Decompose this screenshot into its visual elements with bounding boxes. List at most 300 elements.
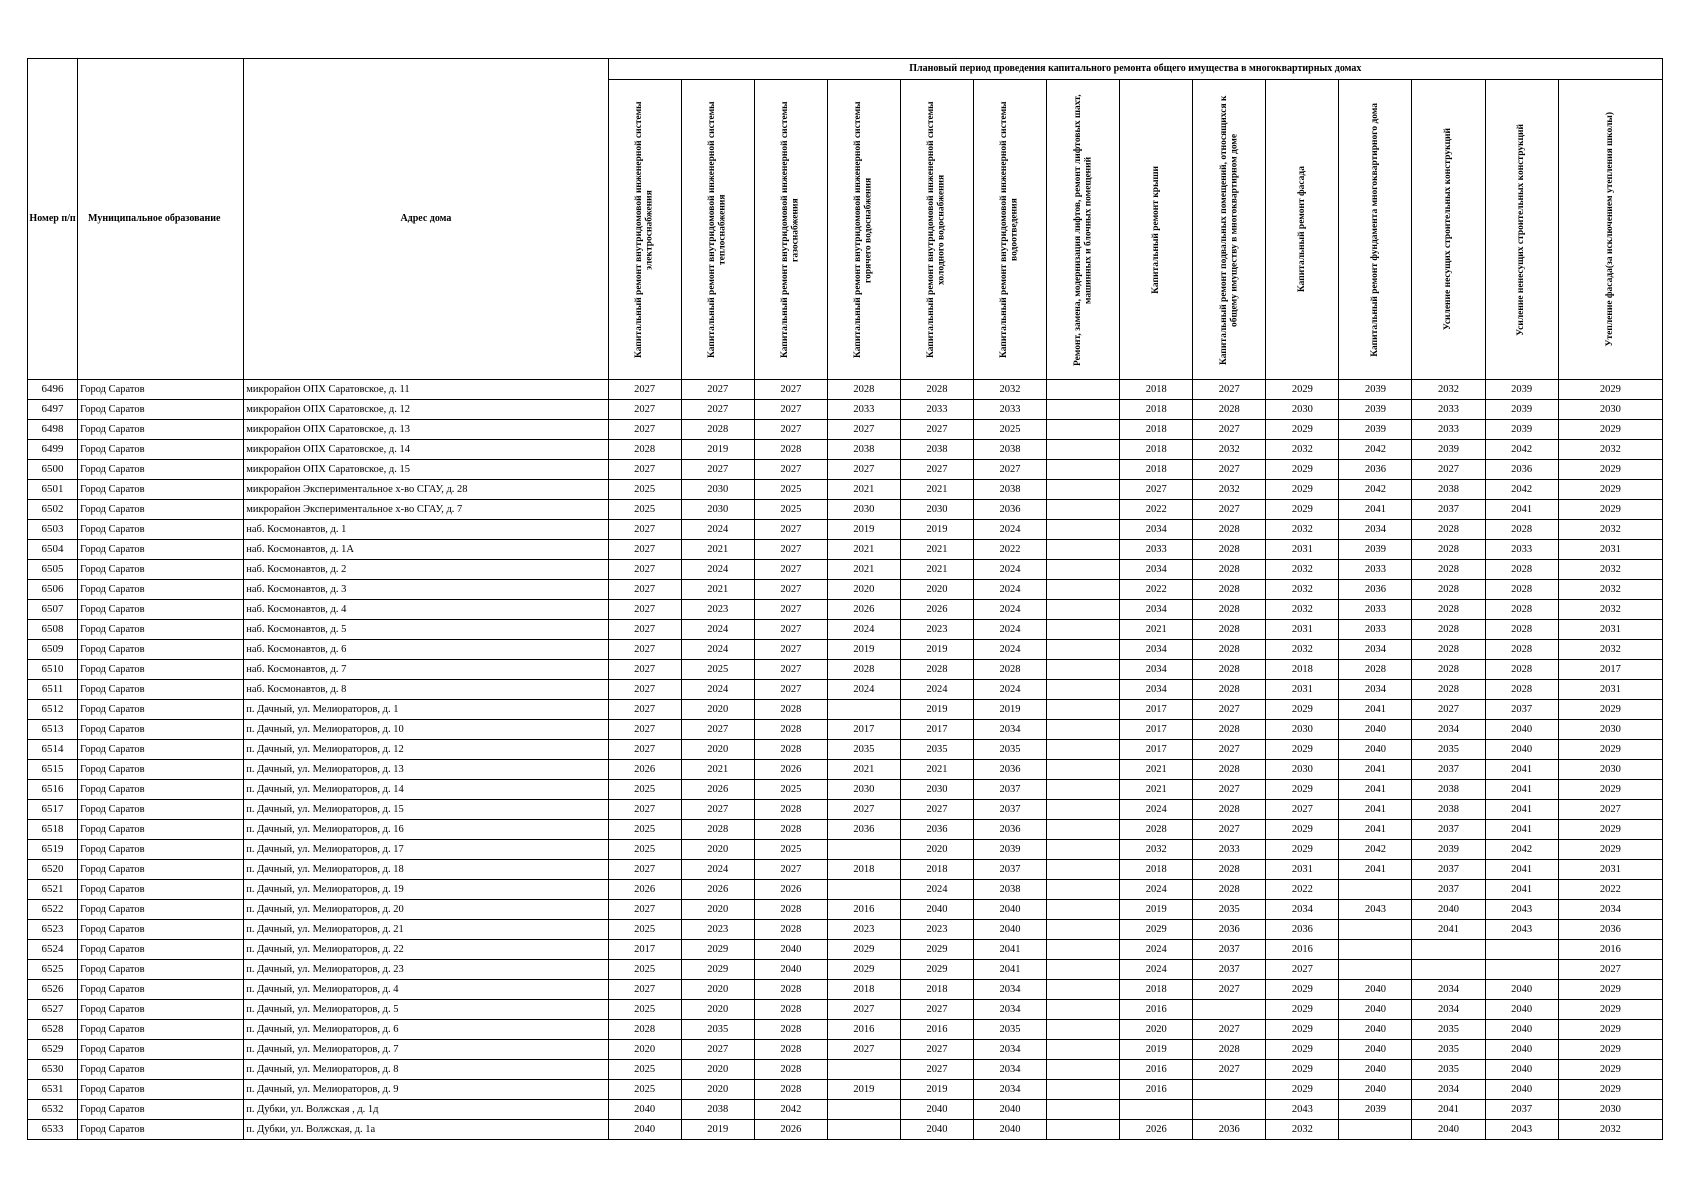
repair-schedule-table: [27, 58, 1663, 1140]
repair-year-cell: 2029: [1266, 820, 1339, 840]
repair-year-cell: 2036: [1193, 920, 1266, 940]
repair-year-cell: [1485, 960, 1558, 980]
repair-year-cell: 2019: [900, 700, 973, 720]
address-cell: наб. Космонавтов, д. 5: [244, 620, 608, 640]
repair-year-cell: [1047, 480, 1120, 500]
repair-year-cell: 2027: [754, 640, 827, 660]
repair-year-cell: 2021: [681, 540, 754, 560]
repair-year-cell: 2028: [1193, 640, 1266, 660]
repair-year-cell: 2034: [1412, 1000, 1485, 1020]
repair-year-cell: 2024: [827, 680, 900, 700]
repair-year-cell: [1047, 820, 1120, 840]
municipality-cell: Город Саратов: [78, 740, 244, 760]
repair-year-cell: 2026: [1120, 1120, 1193, 1140]
address-cell: микрорайон Экспериментальное х-во СГАУ, д. 7: [244, 500, 608, 520]
repair-year-cell: [1047, 1060, 1120, 1080]
repair-year-cell: 2025: [608, 1060, 681, 1080]
repair-year-cell: 2024: [900, 680, 973, 700]
repair-year-cell: 2031: [1266, 620, 1339, 640]
repair-year-cell: [1047, 960, 1120, 980]
repair-year-cell: 2022: [1120, 580, 1193, 600]
row-number-cell: 6501: [28, 480, 78, 500]
repair-year-cell: 2029: [1266, 980, 1339, 1000]
row-number-cell: 6526: [28, 980, 78, 1000]
repair-year-cell: [1047, 1080, 1120, 1100]
repair-year-cell: 2037: [1193, 960, 1266, 980]
repair-year-cell: 2027: [681, 460, 754, 480]
municipality-cell: Город Саратов: [78, 420, 244, 440]
repair-year-cell: 2019: [1120, 1040, 1193, 1060]
repair-year-cell: 2034: [1412, 720, 1485, 740]
repair-year-cell: 2028: [1193, 860, 1266, 880]
repair-year-cell: 2043: [1485, 900, 1558, 920]
repair-year-cell: 2027: [900, 800, 973, 820]
repair-year-cell: 2039: [1339, 540, 1412, 560]
header-work-gas: Капитальный ремонт внутридомовой инженерной системы газоснабжения: [754, 80, 827, 380]
municipality-cell: Город Саратов: [78, 480, 244, 500]
repair-year-cell: 2038: [974, 440, 1047, 460]
repair-year-cell: 2027: [754, 580, 827, 600]
repair-year-cell: 2028: [1193, 520, 1266, 540]
repair-year-cell: [1047, 680, 1120, 700]
repair-year-cell: 2031: [1558, 620, 1662, 640]
row-number-cell: 6497: [28, 400, 78, 420]
repair-year-cell: [827, 1060, 900, 1080]
repair-year-cell: 2026: [608, 880, 681, 900]
repair-year-cell: [1339, 940, 1412, 960]
table-row: [28, 740, 1663, 760]
repair-year-cell: 2019: [900, 640, 973, 660]
repair-year-cell: 2017: [608, 940, 681, 960]
repair-year-cell: 2043: [1339, 900, 1412, 920]
repair-year-cell: 2020: [681, 740, 754, 760]
repair-year-cell: 2027: [827, 420, 900, 440]
repair-year-cell: 2040: [900, 900, 973, 920]
repair-year-cell: 2041: [1339, 860, 1412, 880]
repair-year-cell: 2043: [1485, 1120, 1558, 1140]
repair-year-cell: 2027: [608, 380, 681, 400]
repair-year-cell: 2027: [681, 380, 754, 400]
repair-year-cell: 2029: [1266, 1060, 1339, 1080]
repair-year-cell: 2040: [1339, 1040, 1412, 1060]
table-row: [28, 760, 1663, 780]
municipality-cell: Город Саратов: [78, 840, 244, 860]
repair-year-cell: 2021: [900, 560, 973, 580]
repair-year-cell: 2034: [1120, 660, 1193, 680]
municipality-cell: Город Саратов: [78, 500, 244, 520]
municipality-cell: Город Саратов: [78, 780, 244, 800]
row-number-cell: 6513: [28, 720, 78, 740]
repair-year-cell: 2029: [1266, 740, 1339, 760]
repair-year-cell: 2028: [681, 420, 754, 440]
repair-year-cell: 2020: [681, 700, 754, 720]
repair-year-cell: 2016: [1558, 940, 1662, 960]
repair-year-cell: 2029: [827, 960, 900, 980]
repair-year-cell: 2024: [1120, 880, 1193, 900]
repair-year-cell: [1047, 720, 1120, 740]
table-row: [28, 560, 1663, 580]
repair-year-cell: 2029: [1558, 840, 1662, 860]
repair-year-cell: 2028: [1193, 1040, 1266, 1060]
repair-year-cell: [1047, 660, 1120, 680]
repair-year-cell: [1339, 920, 1412, 940]
repair-year-cell: 2026: [681, 880, 754, 900]
repair-year-cell: 2039: [1412, 440, 1485, 460]
repair-year-cell: 2027: [1558, 800, 1662, 820]
repair-year-cell: 2028: [1412, 640, 1485, 660]
row-number-cell: 6527: [28, 1000, 78, 1020]
repair-year-cell: 2036: [900, 820, 973, 840]
repair-year-cell: 2028: [754, 440, 827, 460]
municipality-cell: Город Саратов: [78, 580, 244, 600]
repair-year-cell: 2018: [1120, 400, 1193, 420]
address-cell: п. Дачный, ул. Мелиораторов, д. 1: [244, 700, 608, 720]
repair-year-cell: [1047, 1040, 1120, 1060]
repair-year-cell: 2027: [1193, 700, 1266, 720]
repair-year-cell: 2019: [900, 520, 973, 540]
repair-year-cell: 2027: [681, 720, 754, 740]
repair-year-cell: 2029: [1558, 1080, 1662, 1100]
repair-year-cell: 2027: [681, 1040, 754, 1060]
repair-year-cell: 2038: [1412, 480, 1485, 500]
repair-year-cell: 2024: [827, 620, 900, 640]
repair-year-cell: 2034: [1412, 1080, 1485, 1100]
repair-year-cell: 2029: [1558, 1060, 1662, 1080]
repair-year-cell: 2026: [754, 880, 827, 900]
municipality-cell: Город Саратов: [78, 680, 244, 700]
repair-year-cell: 2020: [681, 840, 754, 860]
repair-year-cell: 2034: [1558, 900, 1662, 920]
repair-year-cell: 2029: [1266, 480, 1339, 500]
repair-year-cell: 2035: [1412, 740, 1485, 760]
table-row: [28, 1060, 1663, 1080]
repair-year-cell: 2035: [827, 740, 900, 760]
table-row: [28, 980, 1663, 1000]
repair-year-cell: 2024: [974, 680, 1047, 700]
address-cell: п. Дачный, ул. Мелиораторов, д. 8: [244, 1060, 608, 1080]
repair-year-cell: 2029: [1558, 500, 1662, 520]
repair-year-cell: 2023: [681, 920, 754, 940]
repair-year-cell: 2028: [754, 740, 827, 760]
repair-year-cell: 2028: [1339, 660, 1412, 680]
repair-year-cell: 2041: [1485, 800, 1558, 820]
repair-year-cell: 2034: [1120, 520, 1193, 540]
repair-year-cell: [1047, 920, 1120, 940]
repair-year-cell: 2028: [1193, 540, 1266, 560]
repair-year-cell: 2039: [1339, 1100, 1412, 1120]
municipality-cell: Город Саратов: [78, 440, 244, 460]
address-cell: п. Дачный, ул. Мелиораторов, д. 9: [244, 1080, 608, 1100]
repair-year-cell: 2028: [1412, 540, 1485, 560]
repair-year-cell: 2024: [681, 620, 754, 640]
repair-year-cell: 2022: [1266, 880, 1339, 900]
row-number-cell: 6532: [28, 1100, 78, 1120]
table-header: [28, 59, 1663, 380]
municipality-cell: Город Саратов: [78, 640, 244, 660]
repair-year-cell: 2024: [974, 600, 1047, 620]
repair-year-cell: 2036: [974, 760, 1047, 780]
repair-year-cell: 2028: [1193, 620, 1266, 640]
repair-year-cell: 2027: [754, 420, 827, 440]
repair-year-cell: [1047, 840, 1120, 860]
municipality-cell: Город Саратов: [78, 1000, 244, 1020]
repair-year-cell: 2034: [1120, 600, 1193, 620]
repair-year-cell: 2028: [754, 1040, 827, 1060]
header-work-roof: Капитальный ремонт крыши: [1120, 80, 1193, 380]
table-row: [28, 780, 1663, 800]
repair-year-cell: 2019: [1120, 900, 1193, 920]
repair-year-cell: 2029: [681, 940, 754, 960]
row-number-cell: 6517: [28, 800, 78, 820]
repair-year-cell: 2029: [1558, 420, 1662, 440]
municipality-cell: Город Саратов: [78, 620, 244, 640]
repair-year-cell: 2021: [900, 540, 973, 560]
municipality-cell: Город Саратов: [78, 940, 244, 960]
repair-year-cell: 2028: [1193, 600, 1266, 620]
repair-year-cell: 2033: [1339, 560, 1412, 580]
address-cell: микрорайон ОПХ Саратовское, д. 13: [244, 420, 608, 440]
table-row: [28, 820, 1663, 840]
repair-year-cell: 2028: [1193, 800, 1266, 820]
repair-year-cell: [1047, 760, 1120, 780]
address-cell: наб. Космонавтов, д. 7: [244, 660, 608, 680]
header-work-bearing-structures: Усиление несущих строительных конструкций: [1412, 80, 1485, 380]
repair-year-cell: 2017: [1558, 660, 1662, 680]
repair-year-cell: 2027: [974, 460, 1047, 480]
repair-year-cell: 2028: [1412, 520, 1485, 540]
repair-year-cell: 2040: [900, 1100, 973, 1120]
repair-year-cell: 2039: [1485, 420, 1558, 440]
municipality-cell: Город Саратов: [78, 800, 244, 820]
repair-year-cell: 2040: [974, 1100, 1047, 1120]
repair-year-cell: 2028: [1412, 660, 1485, 680]
row-number-cell: 6500: [28, 460, 78, 480]
address-cell: п. Дачный, ул. Мелиораторов, д. 5: [244, 1000, 608, 1020]
municipality-cell: Город Саратов: [78, 520, 244, 540]
repair-year-cell: 2042: [1485, 480, 1558, 500]
repair-year-cell: 2038: [681, 1100, 754, 1120]
repair-year-cell: 2034: [1339, 680, 1412, 700]
repair-year-cell: 2028: [827, 660, 900, 680]
repair-year-cell: 2021: [900, 480, 973, 500]
address-cell: п. Дачный, ул. Мелиораторов, д. 16: [244, 820, 608, 840]
repair-year-cell: 2027: [608, 980, 681, 1000]
repair-year-cell: [1047, 860, 1120, 880]
repair-year-cell: 2032: [1266, 520, 1339, 540]
repair-year-cell: 2027: [608, 580, 681, 600]
table-row: [28, 720, 1663, 740]
repair-year-cell: 2032: [1266, 1120, 1339, 1140]
repair-year-cell: 2034: [974, 1060, 1047, 1080]
row-number-cell: 6516: [28, 780, 78, 800]
repair-year-cell: 2027: [754, 560, 827, 580]
repair-year-cell: 2032: [1558, 1120, 1662, 1140]
repair-year-cell: 2033: [827, 400, 900, 420]
repair-year-cell: 2023: [681, 600, 754, 620]
repair-year-cell: 2033: [1120, 540, 1193, 560]
repair-year-cell: [1047, 780, 1120, 800]
repair-year-cell: 2021: [827, 540, 900, 560]
repair-year-cell: 2016: [827, 1020, 900, 1040]
repair-year-cell: 2017: [827, 720, 900, 740]
repair-year-cell: 2033: [900, 400, 973, 420]
row-number-cell: 6496: [28, 380, 78, 400]
table-row: [28, 1020, 1663, 1040]
address-cell: п. Дачный, ул. Мелиораторов, д. 15: [244, 800, 608, 820]
repair-year-cell: 2027: [608, 640, 681, 660]
repair-year-cell: 2027: [1193, 1060, 1266, 1080]
table-row: [28, 660, 1663, 680]
table-row: [28, 480, 1663, 500]
repair-year-cell: 2039: [1412, 840, 1485, 860]
repair-year-cell: 2036: [1558, 920, 1662, 940]
repair-year-cell: 2031: [1558, 860, 1662, 880]
repair-year-cell: 2028: [754, 800, 827, 820]
repair-year-cell: 2036: [974, 500, 1047, 520]
repair-year-cell: 2028: [754, 1000, 827, 1020]
repair-year-cell: 2029: [1266, 1040, 1339, 1060]
repair-year-cell: 2025: [608, 840, 681, 860]
repair-year-cell: 2041: [1339, 500, 1412, 520]
repair-year-cell: 2023: [827, 920, 900, 940]
repair-year-cell: 2021: [900, 760, 973, 780]
repair-year-cell: 2025: [754, 500, 827, 520]
repair-year-cell: 2018: [827, 980, 900, 1000]
repair-year-cell: 2027: [608, 700, 681, 720]
repair-year-cell: 2040: [974, 1120, 1047, 1140]
row-number-cell: 6503: [28, 520, 78, 540]
municipality-cell: Город Саратов: [78, 1020, 244, 1040]
municipality-cell: Город Саратов: [78, 1040, 244, 1060]
repair-year-cell: [1047, 900, 1120, 920]
repair-year-cell: 2041: [1412, 920, 1485, 940]
table-body: [28, 380, 1663, 1140]
repair-year-cell: 2027: [1193, 740, 1266, 760]
repair-year-cell: [1047, 560, 1120, 580]
repair-year-cell: 2027: [608, 720, 681, 740]
repair-year-cell: 2024: [974, 520, 1047, 540]
repair-year-cell: 2026: [827, 600, 900, 620]
header-work-facade: Капитальный ремонт фасада: [1266, 80, 1339, 380]
repair-year-cell: 2033: [1339, 620, 1412, 640]
row-number-cell: 6502: [28, 500, 78, 520]
repair-year-cell: 2027: [608, 560, 681, 580]
address-cell: п. Дачный, ул. Мелиораторов, д. 12: [244, 740, 608, 760]
repair-year-cell: 2028: [754, 820, 827, 840]
row-number-cell: 6515: [28, 760, 78, 780]
repair-year-cell: 2019: [900, 1080, 973, 1100]
repair-year-cell: 2028: [754, 1060, 827, 1080]
repair-year-cell: 2037: [974, 800, 1047, 820]
repair-year-cell: 2028: [1193, 580, 1266, 600]
repair-year-cell: 2020: [681, 1080, 754, 1100]
repair-year-cell: 2040: [1485, 740, 1558, 760]
municipality-cell: Город Саратов: [78, 1060, 244, 1080]
repair-year-cell: 2027: [1266, 960, 1339, 980]
table-row: [28, 380, 1663, 400]
repair-year-cell: 2037: [1485, 700, 1558, 720]
repair-year-cell: 2032: [1558, 640, 1662, 660]
repair-year-cell: 2031: [1266, 680, 1339, 700]
repair-year-cell: 2018: [1120, 980, 1193, 1000]
repair-year-cell: 2024: [681, 860, 754, 880]
repair-year-cell: 2028: [1193, 660, 1266, 680]
repair-year-cell: 2031: [1558, 540, 1662, 560]
repair-year-cell: 2035: [1412, 1060, 1485, 1080]
repair-year-cell: 2018: [900, 980, 973, 1000]
municipality-cell: Город Саратов: [78, 660, 244, 680]
repair-year-cell: 2029: [1558, 460, 1662, 480]
header-work-facade-insulation: Утепление фасада(за исключением утепления школы): [1558, 80, 1662, 380]
row-number-cell: 6511: [28, 680, 78, 700]
repair-year-cell: [1339, 880, 1412, 900]
repair-year-cell: 2025: [608, 920, 681, 940]
repair-year-cell: [1193, 1000, 1266, 1020]
repair-year-cell: 2034: [1120, 680, 1193, 700]
table-row: [28, 1000, 1663, 1020]
row-number-cell: 6521: [28, 880, 78, 900]
repair-year-cell: 2034: [974, 1040, 1047, 1060]
address-cell: п. Дачный, ул. Мелиораторов, д. 4: [244, 980, 608, 1000]
repair-year-cell: 2027: [754, 600, 827, 620]
repair-year-cell: 2016: [1120, 1060, 1193, 1080]
repair-year-cell: 2040: [974, 920, 1047, 940]
repair-year-cell: [1047, 580, 1120, 600]
repair-year-cell: 2029: [1558, 740, 1662, 760]
repair-year-cell: 2018: [1120, 860, 1193, 880]
repair-year-cell: 2040: [1339, 1080, 1412, 1100]
repair-year-cell: 2028: [1485, 660, 1558, 680]
repair-year-cell: 2018: [827, 860, 900, 880]
repair-year-cell: 2028: [1485, 640, 1558, 660]
municipality-cell: Город Саратов: [78, 980, 244, 1000]
repair-year-cell: 2018: [1120, 440, 1193, 460]
repair-year-cell: 2037: [1412, 820, 1485, 840]
repair-year-cell: [1047, 380, 1120, 400]
repair-year-cell: 2028: [754, 1080, 827, 1100]
repair-year-cell: 2027: [1193, 780, 1266, 800]
repair-year-cell: [1412, 960, 1485, 980]
repair-year-cell: 2029: [1266, 1020, 1339, 1040]
repair-year-cell: 2028: [1193, 880, 1266, 900]
repair-year-cell: 2042: [1485, 840, 1558, 860]
repair-year-cell: 2016: [1120, 1080, 1193, 1100]
row-number-cell: 6505: [28, 560, 78, 580]
address-cell: наб. Космонавтов, д. 8: [244, 680, 608, 700]
repair-year-cell: 2036: [1193, 1120, 1266, 1140]
repair-year-cell: 2028: [1193, 760, 1266, 780]
repair-year-cell: [827, 1120, 900, 1140]
repair-year-cell: 2029: [1266, 500, 1339, 520]
repair-year-cell: 2021: [827, 560, 900, 580]
repair-year-cell: 2024: [974, 560, 1047, 580]
repair-year-cell: 2027: [900, 1040, 973, 1060]
repair-year-cell: 2036: [1339, 460, 1412, 480]
repair-year-cell: 2027: [1193, 460, 1266, 480]
repair-year-cell: 2033: [1412, 400, 1485, 420]
repair-year-cell: 2025: [608, 1080, 681, 1100]
header-work-electricity: Капитальный ремонт внутридомовой инженерной системы электроснабжения: [608, 80, 681, 380]
repair-year-cell: 2037: [1193, 940, 1266, 960]
repair-year-cell: 2038: [1412, 780, 1485, 800]
row-number-cell: 6508: [28, 620, 78, 640]
repair-year-cell: [1047, 640, 1120, 660]
repair-year-cell: 2040: [608, 1120, 681, 1140]
repair-year-cell: 2037: [1412, 760, 1485, 780]
repair-year-cell: 2041: [1485, 780, 1558, 800]
repair-year-cell: 2043: [1266, 1100, 1339, 1120]
row-number-cell: 6529: [28, 1040, 78, 1060]
